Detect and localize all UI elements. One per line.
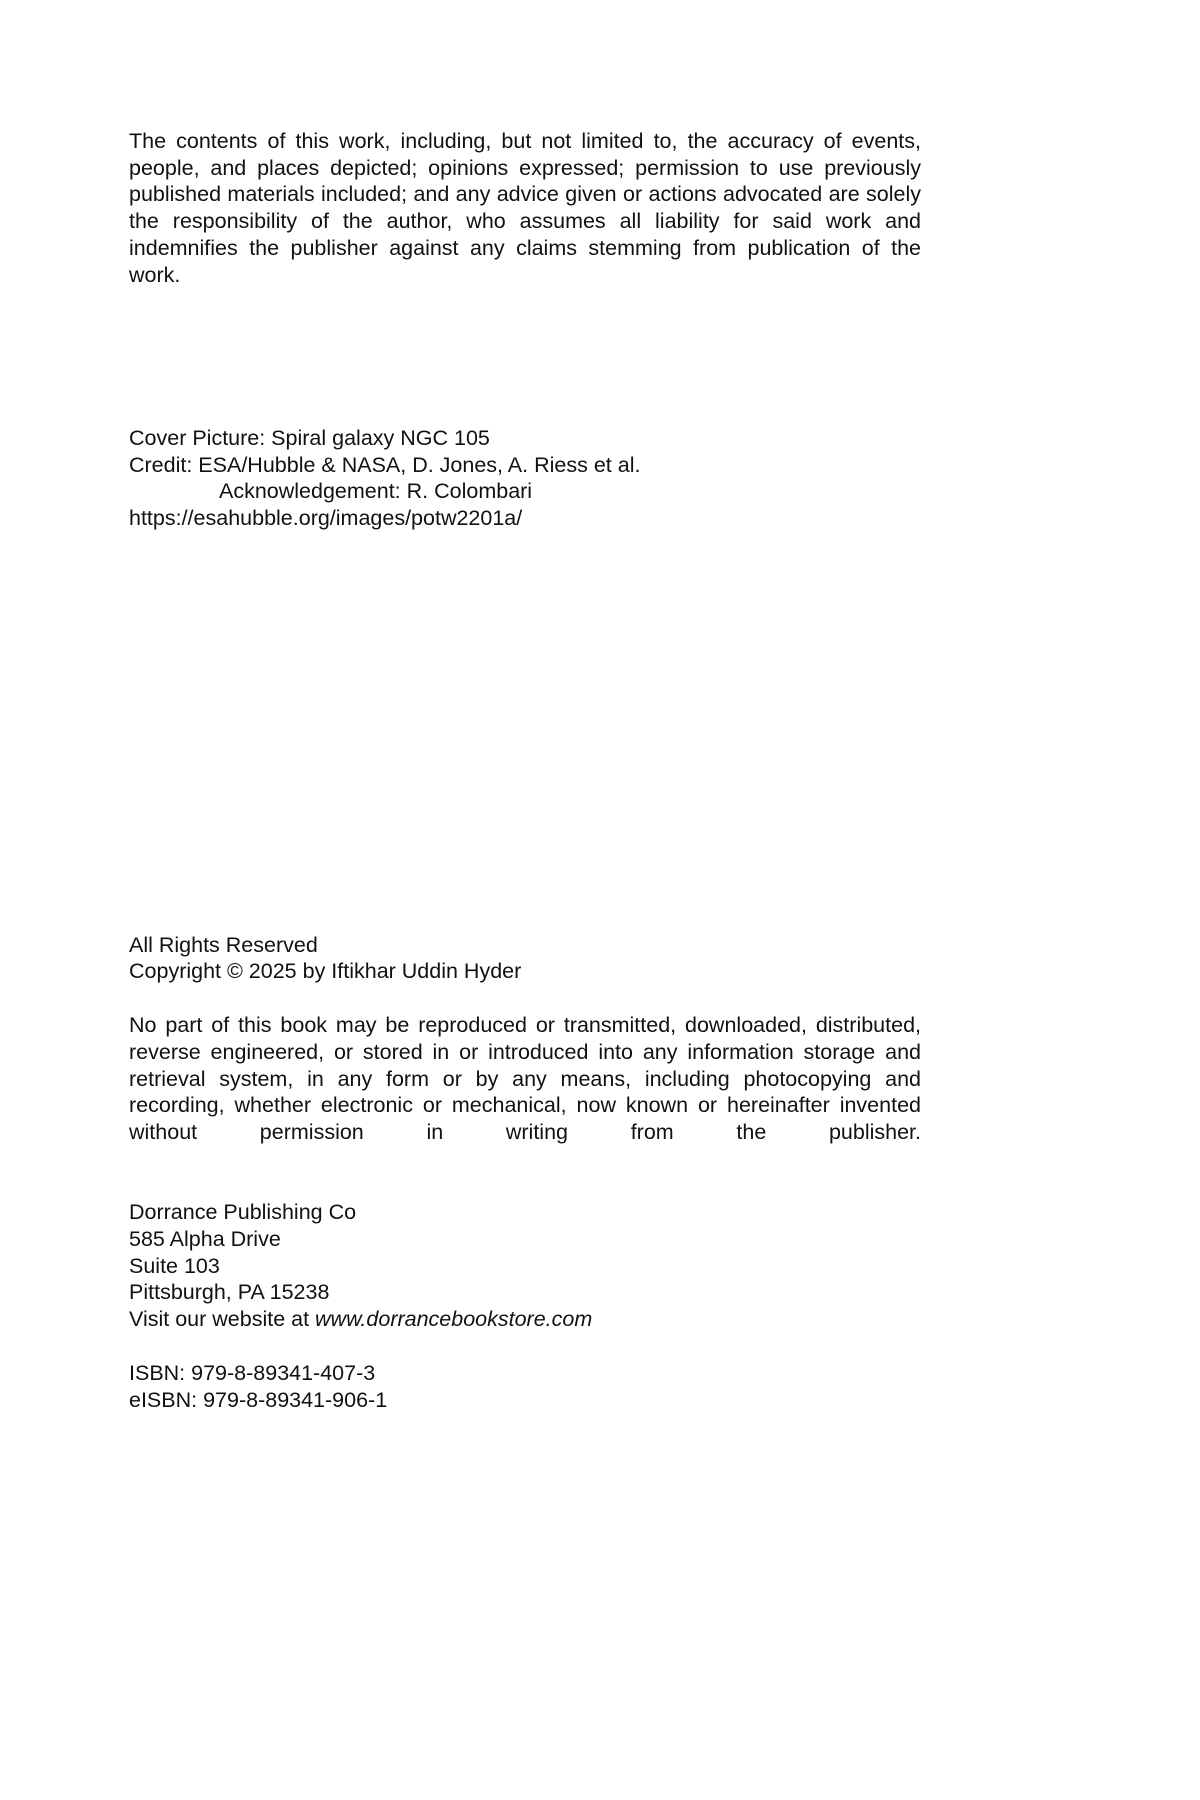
publisher-website-link[interactable]: www.dorrancebookstore.com [315, 1307, 593, 1332]
eisbn-line: eISBN: 979-8-89341-906-1 [129, 1387, 388, 1412]
cover-picture-line: Cover Picture: Spiral galaxy NGC 105 [129, 425, 490, 450]
cover-credit-block [129, 425, 921, 532]
publisher-city-state-zip: Pittsburgh, PA 15238 [129, 1280, 330, 1305]
publisher-street: 585 Alpha Drive [129, 1227, 281, 1252]
publisher-website-row [129, 1306, 921, 1333]
publisher-name: Dorrance Publishing Co [129, 1200, 357, 1225]
publisher-address-block [129, 1199, 921, 1333]
cover-source-url: https://esahubble.org/images/potw2201a/ [129, 506, 523, 531]
spacer-rights [129, 985, 921, 1012]
spacer-disclaimer [129, 315, 921, 425]
spacer-publisher [129, 1333, 921, 1360]
copyright-line: Copyright © 2025 by Iftikhar Uddin Hyder [129, 959, 522, 984]
cover-acknowledgement-row [129, 478, 921, 505]
page-content [129, 128, 921, 1413]
identifiers-block [129, 1360, 921, 1413]
disclaimer-paragraph: The contents of this work, including, but not limited to, the accuracy of events, people, and places depicted; opinions expressed; permission to use previously published materials included; and any advice given or actions advocated are solely the responsibility of the author, who assumes all liability for said work and indemnifies the publisher against any claims stemming from publication of the work. [129, 129, 921, 287]
cover-acknowledgement-line: Acknowledgement: R. Colombari [219, 479, 533, 504]
rights-block [129, 932, 921, 985]
spacer-cover [129, 532, 921, 932]
isbn-line: ISBN: 979-8-89341-407-3 [129, 1360, 376, 1385]
website-prefix-label: Visit our website at [129, 1307, 316, 1332]
cover-credit-line: Credit: ESA/Hubble & NASA, D. Jones, A. Riess et al. [129, 452, 641, 477]
publisher-suite: Suite 103 [129, 1253, 220, 1278]
reproduction-notice-paragraph: No part of this book may be reproduced or transmitted, downloaded, distributed, reverse engineered, or stored in or introduced into any information storage and retrieval system, in any form or by any means, including photocopying and recording, whether electronic or mechanical, now known or hereinafter invented without permission in writing from the publisher. [129, 1013, 921, 1144]
spacer-notice [129, 1172, 921, 1199]
all-rights-reserved-line: All Rights Reserved [129, 932, 318, 957]
